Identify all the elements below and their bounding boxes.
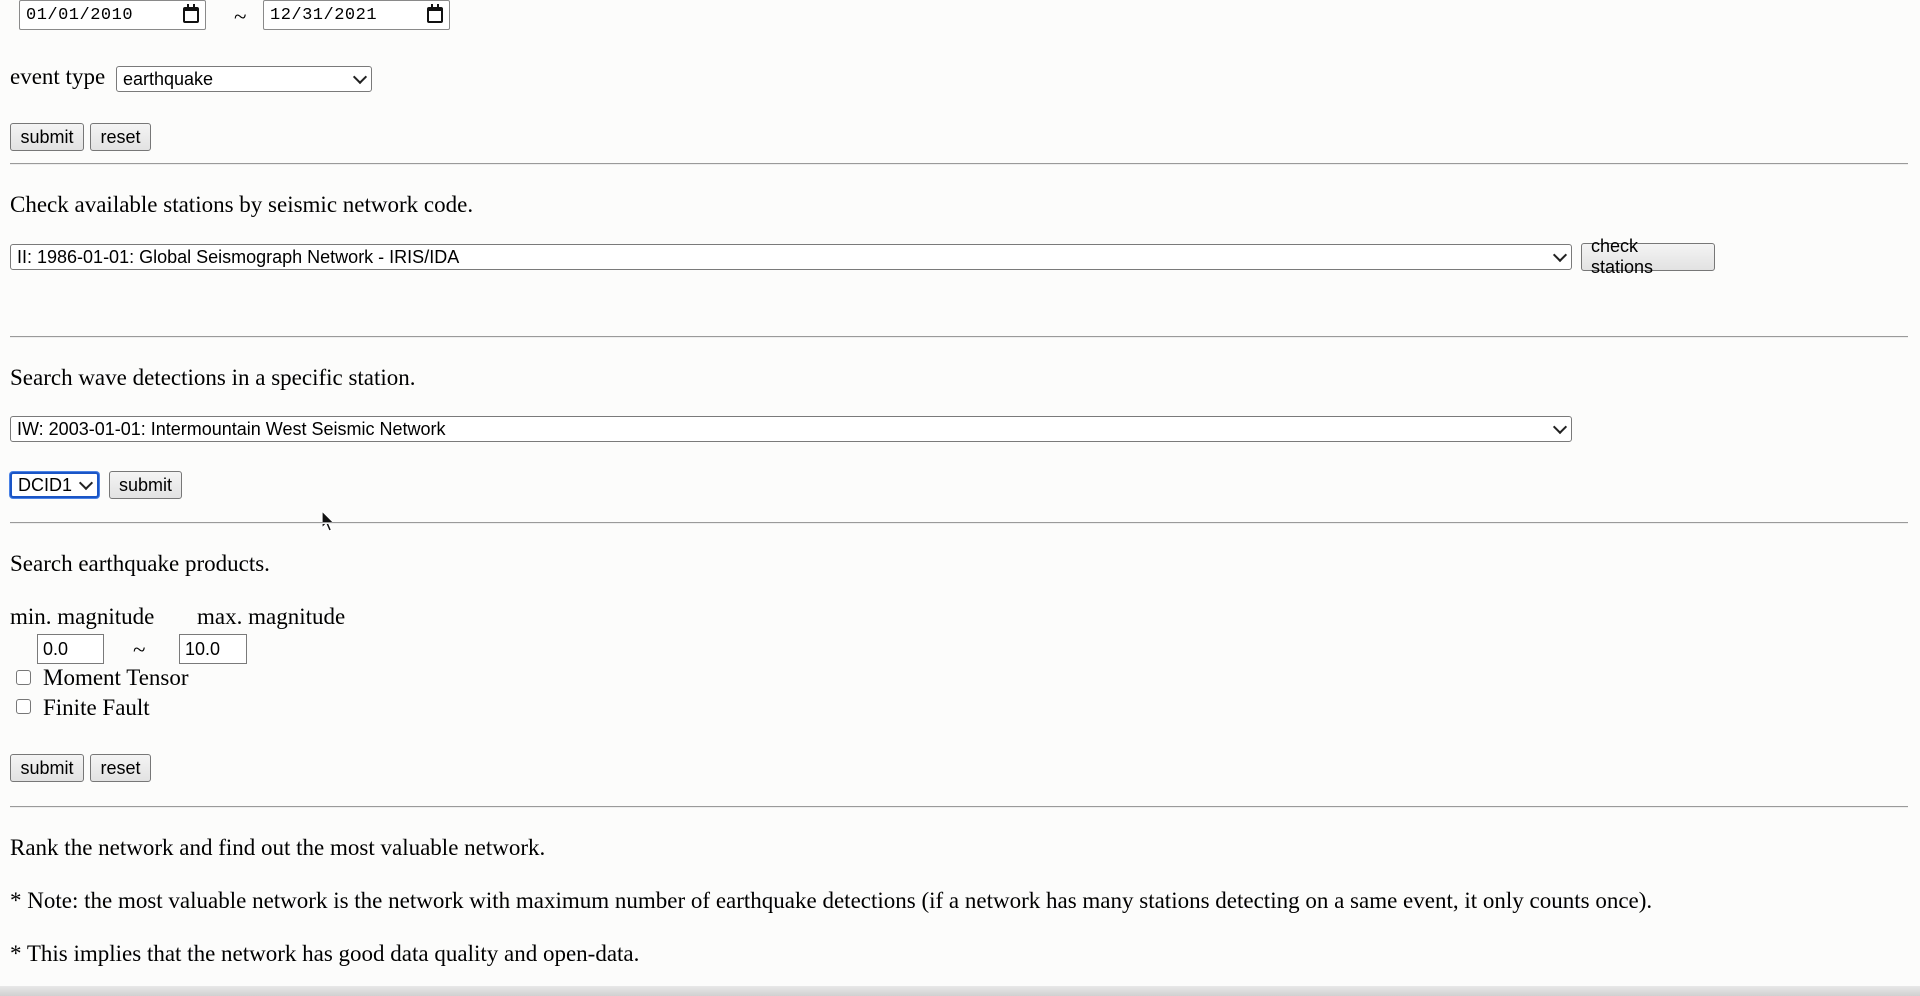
finite-fault-checkbox[interactable] (16, 699, 31, 714)
divider (10, 522, 1908, 524)
check-stations-button[interactable] (1581, 236, 1715, 277)
magnitude-separator: ~ (133, 637, 146, 662)
chevron-down-icon (353, 69, 367, 83)
calendar-icon[interactable] (427, 7, 443, 23)
products-submit-button[interactable] (10, 754, 84, 782)
start-date-input[interactable] (19, 0, 206, 30)
products-heading: Search earthquake products. (10, 551, 270, 576)
submit-label: submit (20, 757, 74, 778)
divider (10, 806, 1908, 808)
event-type-label: event type (10, 64, 106, 89)
min-magnitude-label: min. magnitude (10, 604, 155, 629)
wave-network-selected: IW: 2003-01-01: Intermountain West Seismic Network (17, 418, 446, 439)
event-type-selected: earthquake (123, 68, 214, 89)
chevron-down-icon (79, 475, 93, 489)
max-magnitude-input[interactable] (179, 634, 247, 664)
submit-label: submit (119, 474, 173, 495)
products-reset-button[interactable] (90, 754, 151, 782)
moment-tensor-label: Moment Tensor (43, 665, 189, 690)
wave-network-select[interactable] (10, 416, 1572, 442)
rank-heading: Rank the network and find out the most valuable network. (10, 835, 546, 860)
min-magnitude-input[interactable] (37, 634, 104, 664)
station-selected: DCID1 (18, 474, 73, 495)
date-range-separator: ~ (234, 4, 247, 29)
chevron-down-icon (1553, 247, 1567, 261)
max-magnitude-label: max. magnitude (197, 604, 346, 629)
divider (10, 163, 1908, 165)
submit-button[interactable] (10, 123, 84, 151)
network-code-select[interactable] (10, 244, 1572, 270)
stations-heading: Check available stations by seismic network code. (10, 192, 474, 217)
reset-label: reset (100, 757, 141, 778)
finite-fault-label: Finite Fault (43, 695, 150, 720)
wave-heading: Search wave detections in a specific station. (10, 365, 416, 390)
start-date-value: 01/01/2010 (26, 5, 134, 25)
event-type-select[interactable] (116, 66, 372, 92)
window-bottom-edge (0, 986, 1920, 996)
station-select[interactable] (10, 472, 99, 498)
end-date-value: 12/31/2021 (270, 5, 378, 25)
min-magnitude-value: 0.0 (43, 638, 69, 659)
chevron-down-icon (1553, 419, 1567, 433)
rank-note-2: * This implies that the network has good data quality and open-data. (10, 941, 640, 966)
calendar-icon[interactable] (183, 7, 199, 23)
rank-note-1: * Note: the most valuable network is the network with maximum number of earthquake detections (if a network has many stations detecting on a same event, it only counts once). (10, 888, 1653, 913)
moment-tensor-checkbox[interactable] (16, 670, 31, 685)
reset-label: reset (100, 126, 141, 147)
divider (10, 336, 1908, 338)
submit-label: submit (20, 126, 74, 147)
end-date-input[interactable] (263, 0, 450, 30)
check-stations-label: check stations (1591, 236, 1654, 277)
reset-button[interactable] (90, 123, 151, 151)
network-code-selected: II: 1986-01-01: Global Seismograph Network - IRIS/IDA (17, 246, 460, 267)
max-magnitude-value: 10.0 (185, 638, 221, 659)
wave-submit-button[interactable] (109, 471, 182, 499)
